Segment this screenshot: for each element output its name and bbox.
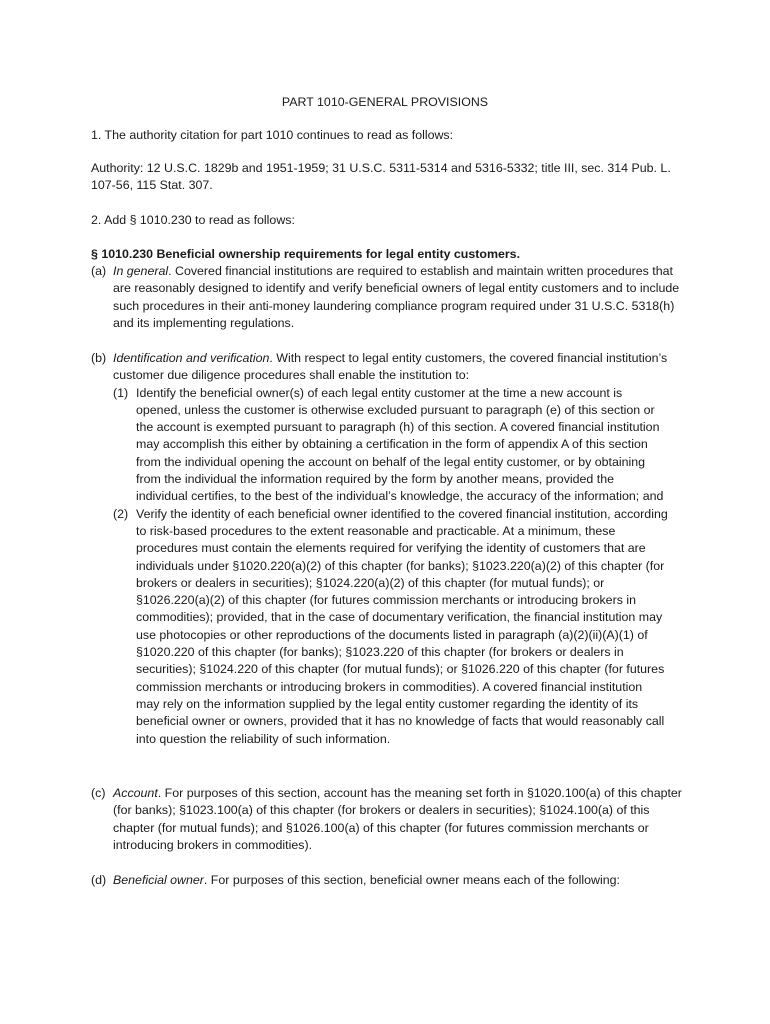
paragraph-label: (d) (91, 873, 107, 887)
paragraph-text: . For purposes of this section, beneficial owner means each of the following: (203, 873, 620, 887)
instruction-1: 1. The authority citation for part 1010 continues to read as follows: (91, 128, 454, 142)
subparagraph-text: Verify the identity of each beneficial owner identified to the covered financial institution, according to risk-based procedures to the extent reasonable and practicable. At a minimum, these procedures must contain the elements required for verifying the identity of customers that are individuals under §1020.220(a)(2) of this chapter (for banks); §1023.220(a)(2) of this chapter (for brokers or dealers in securities); §1024.220(a)(2) of this chapter (for mutual funds); or §1026.220(a)(2) of this chapter (for futures commission merchants or introducing brokers in commodities); provided, that in the case of documentary verification, the financial institution may use photocopies or other reproductions of the documents listed in paragraph (a)(2)(ii)(A)(1) of §1020.220 of this chapter (for banks); §1023.220 of this chapter (for brokers or dealers in securities); §1024.220 of this chapter (for mutual funds); or §1026.220 of this chapter (for futures commission merchants or introducing brokers in commodities). A covered financial institution may rely on the information supplied by the legal entity customer regarding the identity of its beneficial owner or owners, provided that it has no knowledge of facts that would reasonably call into question the reliability of such information. (136, 506, 668, 746)
paragraph-body (113, 263, 685, 332)
paragraph-heading: Account (113, 786, 158, 800)
paragraph-b (91, 350, 691, 748)
paragraph-heading: Beneficial owner (113, 873, 204, 887)
paragraph-c (91, 785, 691, 854)
paragraph-text: . For purposes of this section, account has the meaning set forth in §1020.100(a) of this chapter (for banks); §1023.100(a) of this chapter (for brokers or dealers in securities); §1024.100(a) of this chapter (for mutual funds); and §1026.100(a) of this chapter (for futures commission merchants or introducing brokers in commodities). (113, 786, 682, 852)
paragraph-label: (c) (91, 786, 106, 800)
section-heading: § 1010.230 Beneficial ownership requirements for legal entity customers. (91, 247, 521, 261)
subparagraph-b-2 (113, 506, 669, 748)
authority-citation: Authority: 12 U.S.C. 1829b and 1951-1959; 31 U.S.C. 5311-5314 and 5316-5332; title III, sec. 314 Pub. L. 107-56, 115 Stat. 307. (91, 161, 671, 193)
instruction-2: 2. Add § 1010.230 to read as follows: (91, 213, 295, 227)
subparagraph-label: (1) (113, 385, 129, 400)
paragraph-text: . Covered financial institutions are required to establish and maintain written procedures that are reasonably designed to identify and verify beneficial owners of legal entity customers and to include such procedures in their anti-money laundering compliance program required under 31 U.S.C. 5318(h) and its implementing regulations. (113, 264, 680, 330)
paragraph-body (113, 350, 685, 385)
part-title: PART 1010-GENERAL PROVISIONS (281, 95, 489, 109)
subparagraph-label: (2) (113, 506, 129, 521)
paragraph-label: (b) (91, 351, 107, 365)
paragraph-heading: In general (113, 264, 169, 278)
paragraph-heading: Identification and verification (113, 351, 270, 365)
paragraph-label: (a) (91, 264, 107, 278)
paragraph-d (91, 872, 691, 889)
paragraph-body (113, 785, 685, 854)
paragraph-text: . With respect to legal entity customers, the covered financial institution’s customer due diligence procedures shall enable the institution to: (113, 351, 668, 383)
subparagraph-text: Identify the beneficial owner(s) of each legal entity customer at the time a new account is opened, unless the customer is otherwise excluded pursuant to paragraph (e) of this section or the account is exempted pursuant to paragraph (h) of this section. A covered financial institution may accomplish this either by obtaining a certification in the form of appendix A of this section from the individual opening the account on behalf of the legal entity customer, or by obtaining from the individual the information required by the form by another means, provided the individual certifies, to the best of the individual’s knowledge, the accuracy of the information; and (136, 385, 664, 504)
paragraph-a (91, 263, 691, 332)
paragraph-body (113, 872, 685, 889)
subparagraph-b-1 (113, 385, 669, 506)
